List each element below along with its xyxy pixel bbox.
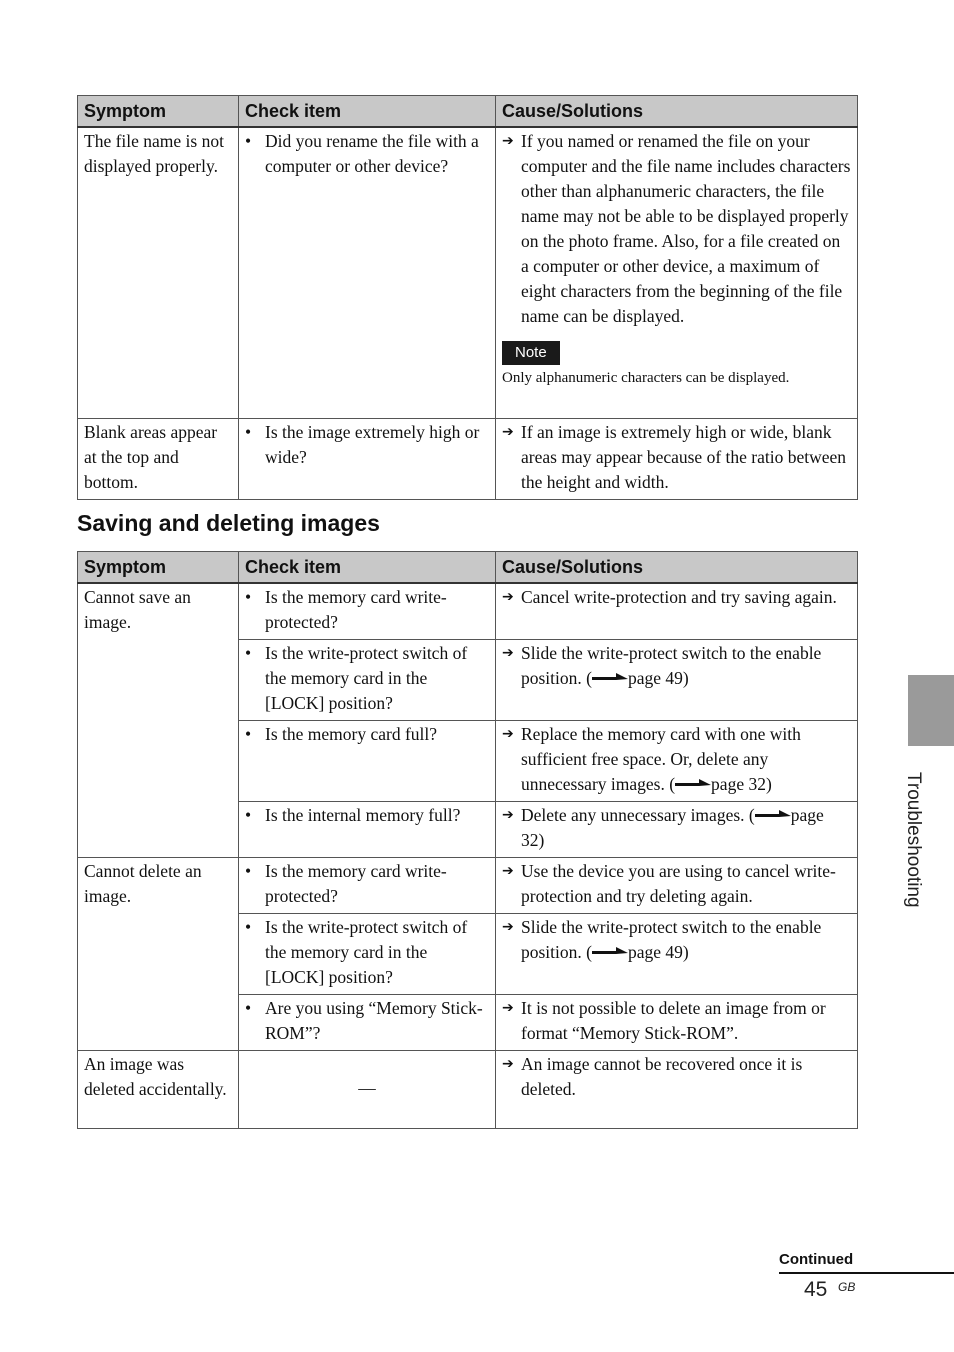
table-row (78, 858, 858, 914)
bullet-icon: • (245, 131, 252, 151)
check-cell: • Is the memory card write-protected? (239, 858, 496, 914)
arrow-right-icon: ➔ (502, 133, 514, 149)
note-badge: Note (502, 341, 560, 365)
check-cell: • Is the memory card full? (239, 721, 496, 802)
cause-cell: ➔ Use the device you are using to cancel write-protection and try deleting again. (496, 858, 858, 914)
cause-cell: ➔ If you named or renamed the file on your computer and the file name includes characters other than alphanumeric characters, the file name may not be able to be displayed properly on the photo frame. Also, for a file created on a computer or other device, a maximum of eight characters from the beginning of the file name can be displayed. Note Only alphanumeric characters can be displayed. (496, 127, 858, 418)
symptom-cell: An image was deleted accidentally. (78, 1051, 239, 1129)
header-check-item: Check item (239, 552, 496, 584)
table-row (78, 583, 858, 640)
page-number: 45 (804, 1278, 828, 1301)
page-reference-link[interactable]: page 32) (711, 774, 772, 794)
bullet-icon: • (245, 917, 252, 937)
page-reference-arrow-icon (592, 673, 628, 683)
section-title: Saving and deleting images (77, 510, 380, 536)
cause-cell: ➔ Delete any unnecessary images. ( page 32) (496, 802, 858, 858)
continued-label: Continued (779, 1251, 854, 1268)
bullet-icon: • (245, 421, 252, 442)
symptom-cell: The file name is not displayed properly. (78, 127, 239, 418)
symptom-cell: Cannot delete an image. (78, 858, 239, 1051)
arrow-right-icon: ➔ (502, 919, 514, 935)
section-tab-marker (908, 675, 954, 746)
symptom-cell: Blank areas appear at the top and bottom. (78, 418, 239, 499)
bullet-icon: • (245, 998, 252, 1018)
arrow-right-icon: ➔ (502, 1056, 514, 1072)
table-row (78, 127, 858, 418)
arrow-right-icon: ➔ (502, 1000, 514, 1016)
note-text: Only alphanumeric characters can be displayed. (502, 370, 790, 386)
header-cause-solutions: Cause/Solutions (496, 96, 858, 128)
page-reference-arrow-icon (675, 779, 711, 789)
arrow-right-icon: ➔ (502, 726, 514, 742)
header-symptom: Symptom (78, 552, 239, 584)
page-reference-link[interactable]: page 49) (627, 668, 689, 688)
cause-cell: ➔ If an image is extremely high or wide, blank areas may appear because of the ratio between the height and width. (496, 418, 858, 499)
arrow-right-icon: ➔ (502, 589, 514, 605)
check-cell-empty-dash: — (239, 1051, 496, 1129)
cause-cell: ➔ Slide the write-protect switch to the enable position. ( page 49) (496, 640, 858, 721)
cause-cell: ➔ Replace the memory card with one with sufficient free space. Or, delete any unnecessary images. ( page 32) (496, 721, 858, 802)
arrow-right-icon: ➔ (502, 807, 514, 823)
table-row (78, 418, 858, 499)
check-cell: • Is the write-protect switch of the memory card in the [LOCK] position? (239, 640, 496, 721)
bullet-icon: • (245, 861, 252, 881)
page-reference-arrow-icon (592, 947, 628, 957)
cause-cell: ➔ An image cannot be recovered once it is deleted. (496, 1051, 858, 1129)
arrow-right-icon: ➔ (502, 423, 514, 440)
arrow-right-icon: ➔ (502, 863, 514, 879)
header-check-item: Check item (239, 96, 496, 128)
header-cause-solutions: Cause/Solutions (496, 552, 858, 584)
check-cell: • Is the write-protect switch of the memory card in the [LOCK] position? (239, 914, 496, 995)
page-reference-link[interactable]: page 32) (521, 805, 824, 850)
check-cell: • Are you using “Memory Stick-ROM”? (239, 995, 496, 1051)
bullet-icon: • (245, 805, 252, 825)
footer-divider (779, 1272, 954, 1274)
page-reference-link[interactable]: page 49) (627, 942, 689, 962)
page-reference-arrow-icon (755, 810, 791, 820)
table-header-row (78, 552, 858, 584)
check-cell: • Is the image extremely high or wide? (239, 418, 496, 499)
troubleshooting-table-saving-deleting (77, 551, 858, 1129)
table-row (78, 1051, 858, 1129)
arrow-right-icon: ➔ (502, 645, 514, 661)
symptom-cell: Cannot save an image. (78, 583, 239, 858)
bullet-icon: • (245, 724, 252, 744)
bullet-icon: • (245, 587, 252, 607)
page-region-suffix: GB (838, 1280, 856, 1294)
header-symptom: Symptom (78, 96, 239, 128)
check-cell: • Is the memory card write-protected? (239, 583, 496, 640)
check-cell: • Did you rename the file with a computer or other device? (239, 127, 496, 418)
bullet-icon: • (245, 643, 252, 663)
troubleshooting-table-display (77, 95, 858, 500)
cause-cell: ➔ Slide the write-protect switch to the enable position. ( page 49) (496, 914, 858, 995)
cause-cell: ➔ Cancel write-protection and try saving again. (496, 583, 858, 640)
table-header-row (78, 96, 858, 128)
cause-cell: ➔ It is not possible to delete an image from or format “Memory Stick-ROM”. (496, 995, 858, 1051)
check-cell: • Is the internal memory full? (239, 802, 496, 858)
section-side-label: Troubleshooting (903, 772, 924, 908)
